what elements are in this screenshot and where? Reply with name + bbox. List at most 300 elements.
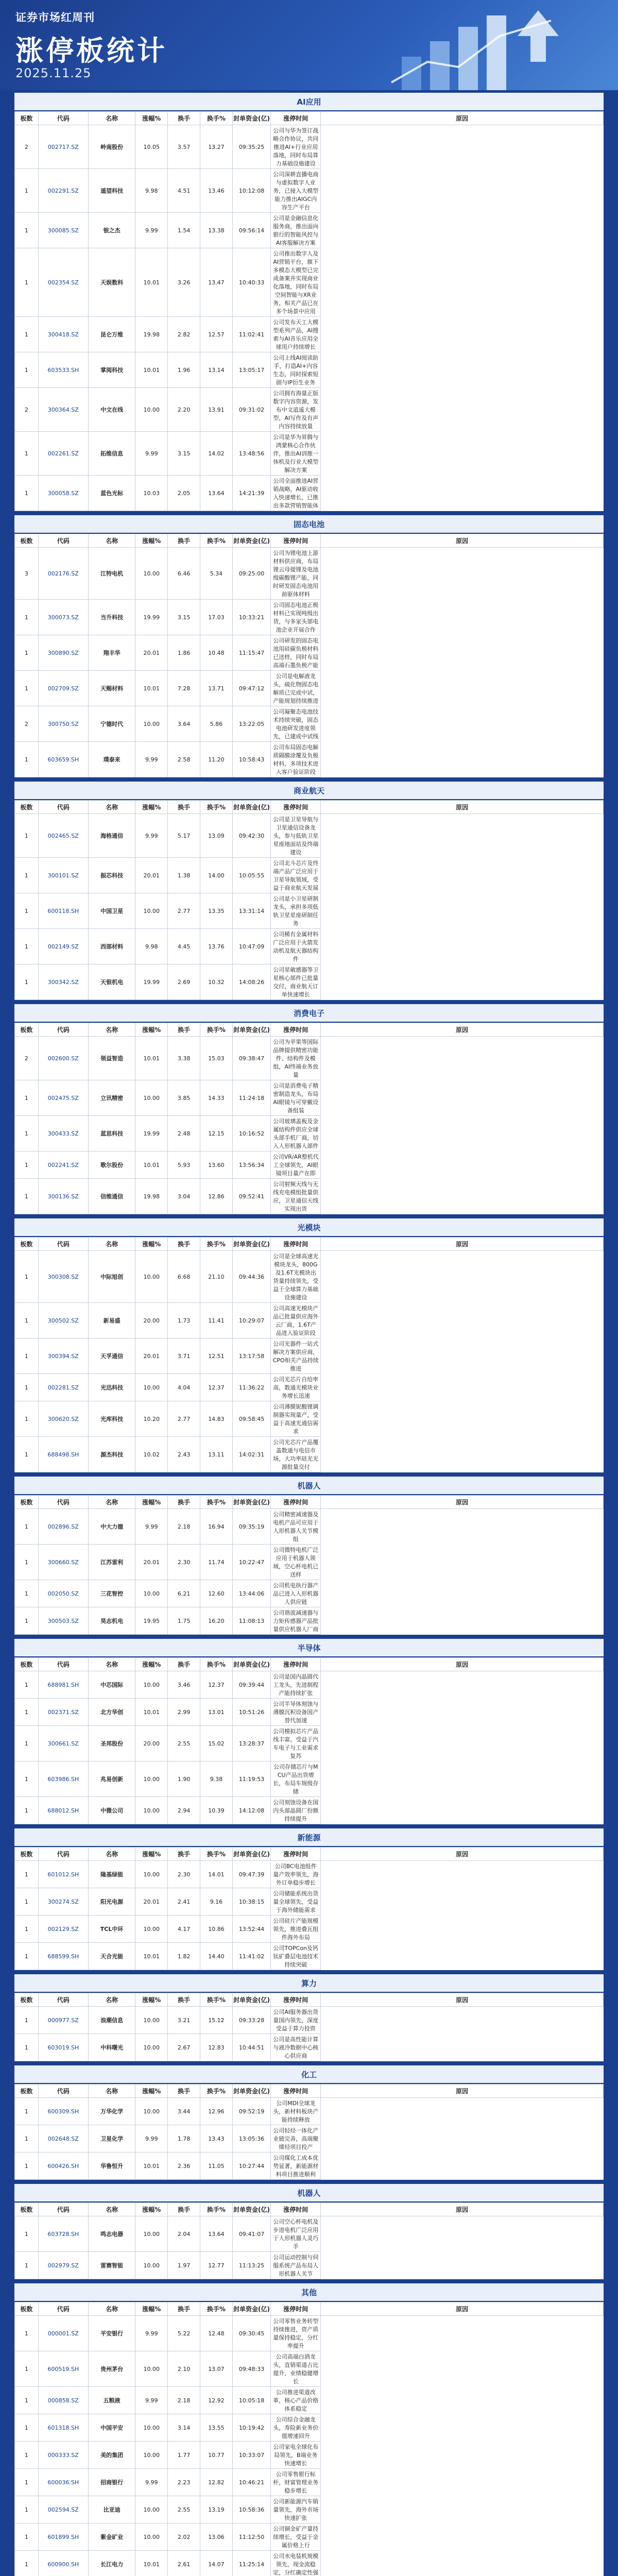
table-cell: 9.99 [135, 814, 168, 858]
table-cell: 09:44:36 [232, 1251, 270, 1303]
table-row [15, 2316, 604, 2351]
table-cell: 天银机电 [88, 964, 135, 1000]
column-header: 涨停时间 [271, 1993, 321, 2007]
table-cell: 2.58 [168, 742, 200, 777]
table-cell: 3.15 [168, 432, 200, 476]
section-title: 固态电池 [14, 515, 604, 534]
table-cell: 10.39 [200, 1797, 233, 1824]
table-cell: 公司TOPCon及钙钛矿叠层电池技术持续突破 [271, 1943, 321, 1970]
table-cell: 振芯科技 [88, 858, 135, 893]
table-cell: 中大力德 [88, 1509, 135, 1545]
table-cell: 300058.SZ [38, 476, 88, 511]
column-header: 换手 [168, 2084, 200, 2098]
table-cell: 拓维信息 [88, 432, 135, 476]
table-cell: 3.44 [168, 2098, 200, 2125]
table-cell: 09:48:33 [232, 2351, 270, 2387]
table-row [15, 1151, 604, 1179]
table-cell: 1 [15, 1437, 39, 1472]
table-cell: 300750.SZ [38, 706, 88, 742]
column-header: 换手% [200, 1993, 233, 2007]
table-cell: 10.00 [135, 2496, 168, 2523]
table-cell: 公司是电解液龙头，硫化物固态电解质已完成中试，产能规划持续推进 [271, 671, 321, 706]
table-cell: 光库科技 [88, 1401, 135, 1437]
section-8 [14, 1974, 604, 2061]
table-cell: 公司是国内晶圆代工龙头，先进制程产能持续扩张 [271, 1671, 321, 1699]
column-header: 名称 [88, 1993, 135, 2007]
column-header: 代码 [38, 2203, 88, 2216]
table-cell: 1 [15, 893, 39, 929]
table-cell: 鸣志电器 [88, 2216, 135, 2252]
table-cell: 1 [15, 1338, 39, 1374]
table-row [15, 635, 604, 671]
table-cell: 09:47:12 [232, 671, 270, 706]
column-header: 原因 [321, 1658, 604, 1671]
table-cell: 21.10 [200, 1251, 233, 1303]
table-cell: 1 [15, 1251, 39, 1303]
table-cell: 3.85 [168, 1080, 200, 1116]
table-cell: 13.64 [200, 2216, 233, 2252]
table-cell: 600900.SH [38, 2551, 88, 2576]
table-cell: 9.38 [200, 1761, 233, 1797]
table-cell: 公司综合金融龙头，寿险新业务价值增速回升 [271, 2414, 321, 2442]
table-cell: 002129.SZ [38, 1916, 88, 1943]
table-cell: 2.18 [168, 1509, 200, 1545]
table-cell: 1 [15, 2153, 39, 2180]
table-cell: 13.35 [200, 893, 233, 929]
table-cell: 阳光电源 [88, 1888, 135, 1916]
table-cell: 12.83 [200, 2034, 233, 2061]
table-cell: 公司与华为签订战略合作协议，共同推进AI+行业应用落地，同时布局算力基础设施建设 [271, 125, 321, 169]
table-cell: 1 [15, 2496, 39, 2523]
table-row [15, 1437, 604, 1472]
table-cell: 13.46 [200, 169, 233, 213]
table-cell: 10:40:33 [232, 248, 270, 317]
table-cell: 11:36:22 [232, 1374, 270, 1401]
table-cell: 美的集团 [88, 2442, 135, 2469]
table-cell: 688599.SH [38, 1943, 88, 1970]
column-header: 代码 [38, 1496, 88, 1509]
column-header: 封单资金(亿) [232, 801, 270, 814]
table-cell: 贵州茅台 [88, 2351, 135, 2387]
table-cell: 10:38:15 [232, 1888, 270, 1916]
table-cell: 1 [15, 1797, 39, 1824]
column-header: 封单资金(亿) [232, 2084, 270, 2098]
table-cell: 公司刻蚀设备在国内头部晶圆厂份额持续提升 [271, 1797, 321, 1824]
table-row [15, 352, 604, 388]
section-title: 机器人 [14, 2184, 604, 2202]
table-row [15, 1943, 604, 1970]
table-row [15, 1607, 604, 1635]
table-row [15, 1580, 604, 1607]
table-cell: 002709.SZ [38, 671, 88, 706]
table-cell: 2.02 [168, 2523, 200, 2551]
table-cell: 2.23 [168, 2469, 200, 2496]
table-cell: 13.43 [200, 2125, 233, 2153]
table-cell: 5.22 [168, 2316, 200, 2351]
table-cell: 13:52:44 [232, 1916, 270, 1943]
table-row [15, 929, 604, 964]
table-cell: 10:33:21 [232, 600, 270, 635]
table-cell: 300660.SZ [38, 1545, 88, 1580]
table-cell: 14.33 [200, 1080, 233, 1116]
table-row [15, 742, 604, 777]
table-cell: 公司固态电池正极材料已实现吨级出货，与多家头部电池企业开展合作 [271, 600, 321, 635]
column-header: 换手 [168, 1238, 200, 1251]
table-cell: 1 [15, 2469, 39, 2496]
table-cell: 天娱数科 [88, 248, 135, 317]
table-header-row [15, 1848, 604, 1861]
table-cell: 10:05:55 [232, 858, 270, 893]
table-cell: 公司轻烃一体化产业链完善，高端聚烯烃项目投产 [271, 2125, 321, 2153]
column-header: 涨停时间 [271, 2302, 321, 2316]
table-cell: 300661.SZ [38, 1726, 88, 1761]
table-cell: 6.46 [168, 548, 200, 600]
table-cell: 2.99 [168, 1699, 200, 1726]
table-cell: 10.01 [135, 2153, 168, 2180]
table-cell: 五粮液 [88, 2387, 135, 2414]
section-title: 消费电子 [14, 1004, 604, 1023]
table-cell: 10:27:44 [232, 2153, 270, 2180]
table-cell: 14:12:08 [232, 1797, 270, 1824]
section-4 [14, 1218, 604, 1472]
stock-table [14, 1023, 604, 1214]
table-cell: 公司全面推进AI营销战略，AI驱动收入快速增长，已推出多款营销智能体 [271, 476, 321, 511]
table-row [15, 1338, 604, 1374]
table-cell: 10.00 [135, 2414, 168, 2442]
table-row [15, 858, 604, 893]
table-cell: 10.00 [135, 1916, 168, 1943]
table-row [15, 2153, 604, 2180]
column-header: 封单资金(亿) [232, 1023, 270, 1037]
table-cell: 比亚迪 [88, 2496, 135, 2523]
stock-table [14, 2202, 604, 2279]
table-cell: 13.47 [200, 248, 233, 317]
table-cell: 20.01 [135, 635, 168, 671]
table-cell: 10.01 [135, 352, 168, 388]
table-cell: 1 [15, 671, 39, 706]
table-cell: 2.82 [168, 317, 200, 352]
table-cell: 5.34 [200, 548, 233, 600]
table-cell: 12.15 [200, 1116, 233, 1151]
table-cell: 宁德时代 [88, 706, 135, 742]
table-cell: 002600.SZ [38, 1037, 88, 1080]
table-cell: 1.78 [168, 2125, 200, 2153]
table-cell: 10:51:26 [232, 1699, 270, 1726]
table-cell: 09:52:19 [232, 2098, 270, 2125]
table-cell: 603533.SH [38, 352, 88, 388]
table-cell: 三花智控 [88, 1580, 135, 1607]
table-cell: 1 [15, 2442, 39, 2469]
table-cell: 1 [15, 2414, 39, 2442]
table-header-row [15, 1023, 604, 1037]
table-cell: 002241.SZ [38, 1151, 88, 1179]
column-header: 封单资金(亿) [232, 1496, 270, 1509]
table-cell: 1 [15, 2007, 39, 2034]
table-cell: 1 [15, 2316, 39, 2351]
table-cell: 1 [15, 1607, 39, 1635]
table-cell: 蓝思科技 [88, 1116, 135, 1151]
table-cell: 公司北斗芯片及终端产品广泛应用于卫星导航领域，受益于商业航天发展 [271, 858, 321, 893]
table-cell: 17.03 [200, 600, 233, 635]
table-cell: 公司研发的固态电池用硅碳负极材料已送样，同时布局高端石墨负极产能 [271, 635, 321, 671]
table-cell: 300342.SZ [38, 964, 88, 1000]
table-cell: 4.17 [168, 1916, 200, 1943]
table-cell: 002648.SZ [38, 2125, 88, 2153]
table-cell: 2.20 [168, 388, 200, 432]
table-cell: 603019.SH [38, 2034, 88, 2061]
table-cell: 10.00 [135, 1080, 168, 1116]
stock-table [14, 1495, 604, 1635]
table-cell: 万华化学 [88, 2098, 135, 2125]
table-cell: 1 [15, 1545, 39, 1580]
table-cell: 2.48 [168, 1116, 200, 1151]
column-header: 换手 [168, 112, 200, 125]
table-cell: 7.28 [168, 671, 200, 706]
table-cell: 2.41 [168, 1888, 200, 1916]
table-cell: 10.00 [135, 2007, 168, 2034]
table-cell: 公司煤化工成本优势显著，新能源材料项目推进顺利 [271, 2153, 321, 2180]
table-cell: 9.99 [135, 213, 168, 248]
table-cell: 09:41:07 [232, 2216, 270, 2252]
column-header: 换手 [168, 1848, 200, 1861]
table-cell: 2.05 [168, 476, 200, 511]
table-cell: 公司谐波减速器与力矩传感器产品批量供应机器人厂商 [271, 1607, 321, 1635]
table-cell: 2.67 [168, 2034, 200, 2061]
table-cell: 5.17 [168, 814, 200, 858]
table-cell: 中微公司 [88, 1797, 135, 1824]
column-header: 代码 [38, 534, 88, 548]
table-cell: 9.99 [135, 1509, 168, 1545]
table-cell: 10.48 [200, 635, 233, 671]
table-cell: 3.14 [168, 2414, 200, 2442]
table-cell: 600519.SH [38, 2351, 88, 2387]
table-cell: 1 [15, 476, 39, 511]
table-cell: 002594.SZ [38, 2496, 88, 2523]
table-row [15, 1888, 604, 1916]
table-cell: 09:35:25 [232, 125, 270, 169]
column-header: 代码 [38, 112, 88, 125]
stock-table [14, 2302, 604, 2576]
column-header: 涨停时间 [271, 801, 321, 814]
table-cell: 浪潮信息 [88, 2007, 135, 2034]
table-cell: 10.77 [200, 2442, 233, 2469]
table-cell: 14.07 [200, 2551, 233, 2576]
table-row [15, 964, 604, 1000]
table-cell: 2.10 [168, 2351, 200, 2387]
column-header: 名称 [88, 1023, 135, 1037]
table-cell: 13.14 [200, 352, 233, 388]
table-cell: 3.26 [168, 248, 200, 317]
column-header: 换手% [200, 1496, 233, 1509]
table-cell: 19.98 [135, 317, 168, 352]
table-cell: 300394.SZ [38, 1338, 88, 1374]
section-9 [14, 2065, 604, 2180]
table-cell: 10.00 [135, 1580, 168, 1607]
table-cell: 1 [15, 1888, 39, 1916]
table-cell: 13.71 [200, 671, 233, 706]
table-cell: 11:12:50 [232, 2523, 270, 2551]
table-cell: 19.95 [135, 1607, 168, 1635]
table-row [15, 1916, 604, 1943]
column-header: 涨停时间 [271, 2084, 321, 2098]
limit-up-tables [14, 93, 604, 2576]
column-header: 涨幅% [135, 1496, 168, 1509]
table-cell: 12.57 [200, 317, 233, 352]
table-row [15, 1251, 604, 1303]
table-cell: 601318.SH [38, 2414, 88, 2442]
table-header-row [15, 112, 604, 125]
table-row [15, 1761, 604, 1797]
header-banner [0, 0, 618, 90]
table-cell: 10:44:51 [232, 2034, 270, 2061]
table-cell: 紫金矿业 [88, 2523, 135, 2551]
table-cell: 蓝色光标 [88, 476, 135, 511]
table-cell: 002050.SZ [38, 1580, 88, 1607]
column-header: 板数 [15, 2203, 39, 2216]
column-header: 代码 [38, 2302, 88, 2316]
column-header: 板数 [15, 1496, 39, 1509]
table-cell: 12.37 [200, 1374, 233, 1401]
table-row [15, 2387, 604, 2414]
table-cell: 6.21 [168, 1580, 200, 1607]
table-cell: 公司是卫星导航与卫星通信设备龙头，参与低轨卫星星座地面站及终端建设 [271, 814, 321, 858]
table-row [15, 2551, 604, 2576]
table-cell: 公司铜金矿产量持续增长，受益于金属价格上行 [271, 2523, 321, 2551]
section-title: 化工 [14, 2065, 604, 2084]
table-cell: 中科曙光 [88, 2034, 135, 2061]
table-cell: 600036.SH [38, 2469, 88, 2496]
stock-table [14, 2084, 604, 2180]
table-row [15, 1374, 604, 1401]
column-header: 代码 [38, 2084, 88, 2098]
table-row [15, 476, 604, 511]
table-cell: 300073.SZ [38, 600, 88, 635]
column-header: 换手 [168, 1496, 200, 1509]
table-cell: 1 [15, 1943, 39, 1970]
column-header: 原因 [321, 2302, 604, 2316]
table-cell: 3.71 [168, 1338, 200, 1374]
table-cell: 13.55 [200, 2414, 233, 2442]
table-cell: 公司稀有金属材料广泛应用于火箭发动机及航天器结构件 [271, 929, 321, 964]
table-cell: 公司是全球高速光模块龙头，800G及1.6T光模块出货量持续领先，受益于全球算力基础设施建设 [271, 1251, 321, 1303]
column-header: 原因 [321, 1238, 604, 1251]
table-cell: 10:58:36 [232, 2496, 270, 2523]
table-cell: 4.04 [168, 1374, 200, 1401]
column-header: 名称 [88, 801, 135, 814]
table-cell: 002281.SZ [38, 1374, 88, 1401]
table-cell: 10.00 [135, 706, 168, 742]
column-header: 板数 [15, 801, 39, 814]
column-header: 换手 [168, 534, 200, 548]
table-cell: 1 [15, 2523, 39, 2551]
table-cell: 岭南股份 [88, 125, 135, 169]
table-cell: 300364.SZ [38, 388, 88, 432]
table-cell: 公司运动控制与伺服系统产品布局人形机器人关节 [271, 2252, 321, 2279]
column-header: 原因 [321, 1993, 604, 2007]
table-cell: 13:05:36 [232, 2125, 270, 2153]
column-header: 板数 [15, 1848, 39, 1861]
table-row [15, 2469, 604, 2496]
table-header-row [15, 1496, 604, 1509]
table-cell: 002291.SZ [38, 169, 88, 213]
table-cell: 公司是高性能计算与液冷数据中心核心供应商 [271, 2034, 321, 2061]
table-cell: 1 [15, 2351, 39, 2387]
table-cell: 12.77 [200, 2252, 233, 2279]
table-cell: 3.57 [168, 125, 200, 169]
table-cell: 1 [15, 2098, 39, 2125]
table-cell: 13.19 [200, 2496, 233, 2523]
table-cell: 3.15 [168, 600, 200, 635]
column-header: 涨停时间 [271, 2203, 321, 2216]
column-header: 原因 [321, 1023, 604, 1037]
table-cell: 9.99 [135, 2387, 168, 2414]
table-cell: 11:19:53 [232, 1761, 270, 1797]
table-row [15, 1726, 604, 1761]
section-title: 光模块 [14, 1218, 604, 1237]
column-header: 换手 [168, 2203, 200, 2216]
table-cell: 公司发布天工大模型系列产品，AI搜索与AI音乐应用全球用户持续增长 [271, 317, 321, 352]
table-row [15, 893, 604, 929]
table-cell: 13.60 [200, 1151, 233, 1179]
table-cell: 09:25:00 [232, 548, 270, 600]
table-cell: 9.99 [135, 2469, 168, 2496]
column-header: 涨幅% [135, 1658, 168, 1671]
table-cell: 10.01 [135, 1699, 168, 1726]
table-cell: 000977.SZ [38, 2007, 88, 2034]
table-row [15, 1080, 604, 1116]
table-cell: 20.00 [135, 1726, 168, 1761]
table-cell: 11:08:13 [232, 1607, 270, 1635]
table-cell: 西部材料 [88, 929, 135, 964]
table-cell: 雷赛智能 [88, 2252, 135, 2279]
table-cell: 2.04 [168, 2216, 200, 2252]
table-cell: 13.07 [200, 2351, 233, 2387]
table-cell: 15.12 [200, 2007, 233, 2034]
table-cell: 公司玻璃盖板及金属结构件供应全球头部手机厂商，切入人形机器人部件 [271, 1116, 321, 1151]
table-cell: 10.00 [135, 2034, 168, 2061]
stock-table [14, 1657, 604, 1824]
section-title: 算力 [14, 1974, 604, 1993]
column-header: 涨停时间 [271, 1658, 321, 1671]
table-cell: 1 [15, 2125, 39, 2153]
page-title: 涨停板统计 [15, 35, 167, 67]
table-cell: 300136.SZ [38, 1179, 88, 1214]
table-cell: 中国平安 [88, 2414, 135, 2442]
table-cell: 天孚通信 [88, 1338, 135, 1374]
table-cell: 公司微特电机广泛应用于机器人领域，空心杯电机已送样 [271, 1545, 321, 1580]
table-row [15, 1401, 604, 1437]
table-cell: 600309.SH [38, 2098, 88, 2125]
table-cell: 长江电力 [88, 2551, 135, 2576]
column-header: 涨停时间 [271, 1848, 321, 1861]
column-header: 涨停时间 [271, 1238, 321, 1251]
table-cell: 公司硅片产能规模领先，推进叠瓦组件海外布局 [271, 1916, 321, 1943]
table-cell: 公司高端白酒龙头，直销渠道占比提升，业绩稳健增长 [271, 2351, 321, 2387]
table-cell: 9.99 [135, 2316, 168, 2351]
table-cell: 10.00 [135, 1761, 168, 1797]
column-header: 板数 [15, 2302, 39, 2316]
table-cell: 300502.SZ [38, 1303, 88, 1338]
table-cell: 10.00 [135, 2351, 168, 2387]
table-cell: 1 [15, 1116, 39, 1151]
table-cell: 600426.SH [38, 2153, 88, 2180]
table-cell: 11:13:25 [232, 2252, 270, 2279]
table-row [15, 1303, 604, 1338]
table-cell: 公司半导体刻蚀与薄膜沉积设备国产替代加速 [271, 1699, 321, 1726]
table-cell: 20.01 [135, 858, 168, 893]
table-cell: 300274.SZ [38, 1888, 88, 1916]
table-cell: 公司是金融信息化服务商，推出面向银行的智能风控与AI客服解决方案 [271, 213, 321, 248]
